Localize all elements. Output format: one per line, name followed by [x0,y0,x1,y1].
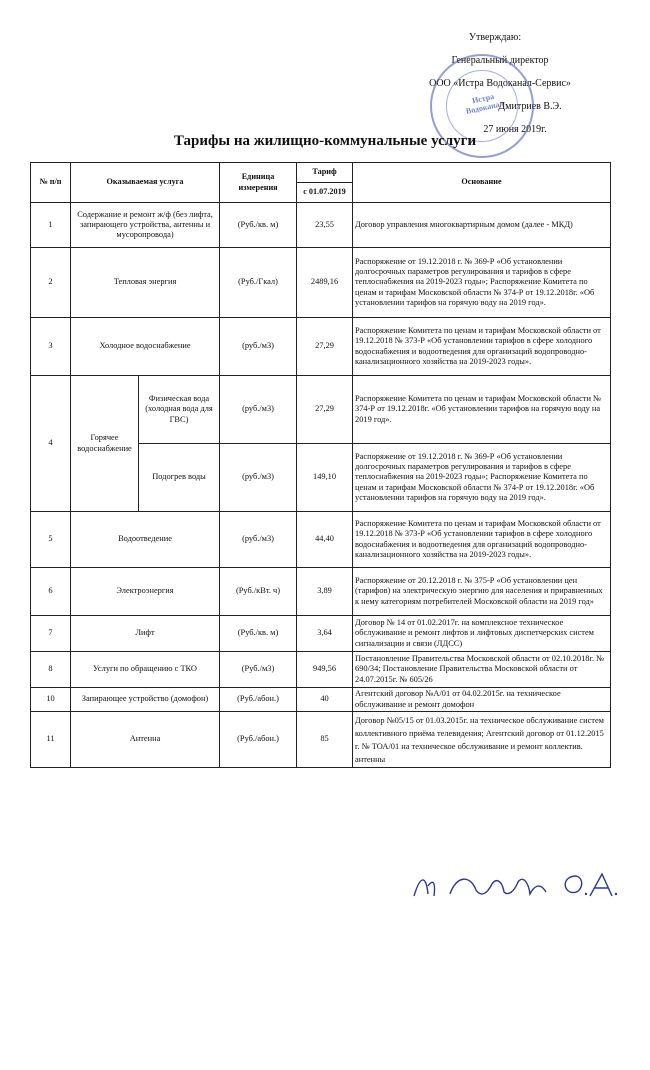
row-tariff: 949,56 [297,652,353,688]
row-unit: (руб./м3) [220,376,297,444]
row-tariff: 23,55 [297,203,353,248]
table-row [31,376,611,444]
row-num: 10 [31,688,71,712]
table-row [31,688,611,712]
row-num: 3 [31,318,71,376]
row-service: Запирающее устройство (домофон) [71,688,220,712]
table-row [31,512,611,568]
row-unit: (Руб./кв. м) [220,203,297,248]
header-service: Оказываемая услуга [71,163,220,203]
row-tariff: 40 [297,688,353,712]
row-service: Холодное водоснабжение [71,318,220,376]
row-service: Электроэнергия [71,568,220,616]
row-tariff: 44,40 [297,512,353,568]
header-basis: Основание [353,163,611,203]
header-tariff-date: с 01.07.2019 [297,183,353,203]
row-basis: Договор управления многоквартирным домом (далее - МКД) [353,203,611,248]
row-num: 2 [31,248,71,318]
table-row [31,652,611,688]
row-tariff: 27,29 [297,376,353,444]
row-num: 1 [31,203,71,248]
row-service: Тепловая энергия [71,248,220,318]
approval-director-name: Дмитриев В.Э. [498,101,562,112]
row-service: Услуги по обращению с ТКО [71,652,220,688]
row-tariff: 27,29 [297,318,353,376]
row-unit: (руб./м3) [220,318,297,376]
handwritten-signature [410,866,620,906]
row-basis: Договор №05/15 от 01.03.2015г. на техническое обслуживание систем коллективного приёма телевидения; Агентский договор от 01.12.2015 г. № ТОА/01 на техническое обслуживание и ремонт коллектив. антенны [353,712,611,768]
row-service: Антенна [71,712,220,768]
header-tariff: Тариф [297,163,353,183]
row-unit: (Руб./Гкал) [220,248,297,318]
row-basis: Распоряжение Комитета по ценам и тарифам Московской области от 19.12.2018 № 373-Р «Об установлении тарифов в сфере холодного водоснабжения и водоотведения для организаций водопроводно-канализационного хозяйства на 2019-2023 годы». [353,512,611,568]
row-unit: (Руб./кВт. ч) [220,568,297,616]
row-basis: Постановление Правительства Московской области от 02.10.2018г. № 690/34; Постановление Правительства Московской области от 24.07.2015г. № 605/26 [353,652,611,688]
approval-position: Генеральный директор [451,55,549,66]
table-row [31,318,611,376]
row-unit: (руб./м3) [220,512,297,568]
row-basis: Распоряжение от 19.12.2018 г. № 369-Р «Об установлении долгосрочных параметров регулирования и тарифов в сфере теплоснабжения на 2019-2023 годы»; Распоряжение Комитета по ценам и тарифам Московской области № 374-Р от 19.12.2018г. «Об установлении тарифов на горячую воду на 2019 год». [353,248,611,318]
row-service: Горячее водоснабжение [71,376,139,512]
seal-text: Истра Водоканал [465,91,505,116]
row-num: 5 [31,512,71,568]
row-service: Водоотведение [71,512,220,568]
table-row [31,616,611,652]
approval-company: ООО «Истра Водоканал-Сервис» [429,78,571,89]
row-num: 6 [31,568,71,616]
approval-heading: Утверждаю: [468,32,522,43]
table-row [31,248,611,318]
row-unit: (Руб./абон.) [220,712,297,768]
row-subservice: Подогрев воды [139,444,220,512]
row-unit: (Руб./абон.) [220,688,297,712]
row-num: 8 [31,652,71,688]
page-title: Тарифы на жилищно-коммунальные услуги [173,133,477,149]
row-num: 4 [31,376,71,512]
row-tariff: 3,89 [297,568,353,616]
row-basis: Распоряжение Комитета по ценам и тарифам Московской области от 19.12.2018 № 373-Р «Об установлении тарифов в сфере холодного водоснабжения и водоотведения для организаций водопроводно-канализационного хозяйства на 2019-2023 годы». [353,318,611,376]
table-row [31,203,611,248]
row-num: 11 [31,712,71,768]
row-basis: Договор № 14 от 01.02.2017г. на комплексное техническое обслуживание и ремонт лифтов и лифтовых диспетчерских систем сигнализации и связи (ЛДСС) [353,616,611,652]
row-tariff: 2489,16 [297,248,353,318]
row-basis: Распоряжение от 19.12.2018 г. № 369-Р «Об установлении долгосрочных параметров регулирования и тарифов в сфере теплоснабжения на 2019-2023 годы»; Распоряжение Комитета по ценам и тарифам Московской области № 374-Р от 19.12.2018г. «Об установлении тарифов на горячую воду на 2019 год». [353,444,611,512]
row-unit: (Руб./м3) [220,652,297,688]
tariffs-table [30,162,611,768]
header-unit: Единица измерения [220,163,297,203]
row-unit: (руб./м3) [220,444,297,512]
row-basis: Распоряжение Комитета по ценам и тарифам Московской области № 374-Р от 19.12.2018г. «Об установлении тарифов на горячую воду на 2019 год». [353,376,611,444]
row-service: Лифт [71,616,220,652]
row-num: 7 [31,616,71,652]
approval-date: 27 июня 2019г. [483,124,547,135]
table-row [31,712,611,768]
row-service: Содержание и ремонт ж/ф (без лифта, запирающего устройства, антенны и мусоропровода) [71,203,220,248]
row-tariff: 3,64 [297,616,353,652]
row-unit: (Руб./кв. м) [220,616,297,652]
row-basis: Агентский договор №А/01 от 04.02.2015г. на техническое обслуживание и ремонт домофон [353,688,611,712]
row-basis: Распоряжение от 20.12.2018 г. № 375-Р «Об установлении цен (тарифов) на электрическую энергию для населения и приравненных к нему категориям потребителей Московской области на 2019 год» [353,568,611,616]
row-tariff: 149,10 [297,444,353,512]
header-num: № п/п [31,163,71,203]
row-tariff: 85 [297,712,353,768]
row-subservice: Физическая вода (холодная вода для ГВС) [139,376,220,444]
table-row [31,568,611,616]
